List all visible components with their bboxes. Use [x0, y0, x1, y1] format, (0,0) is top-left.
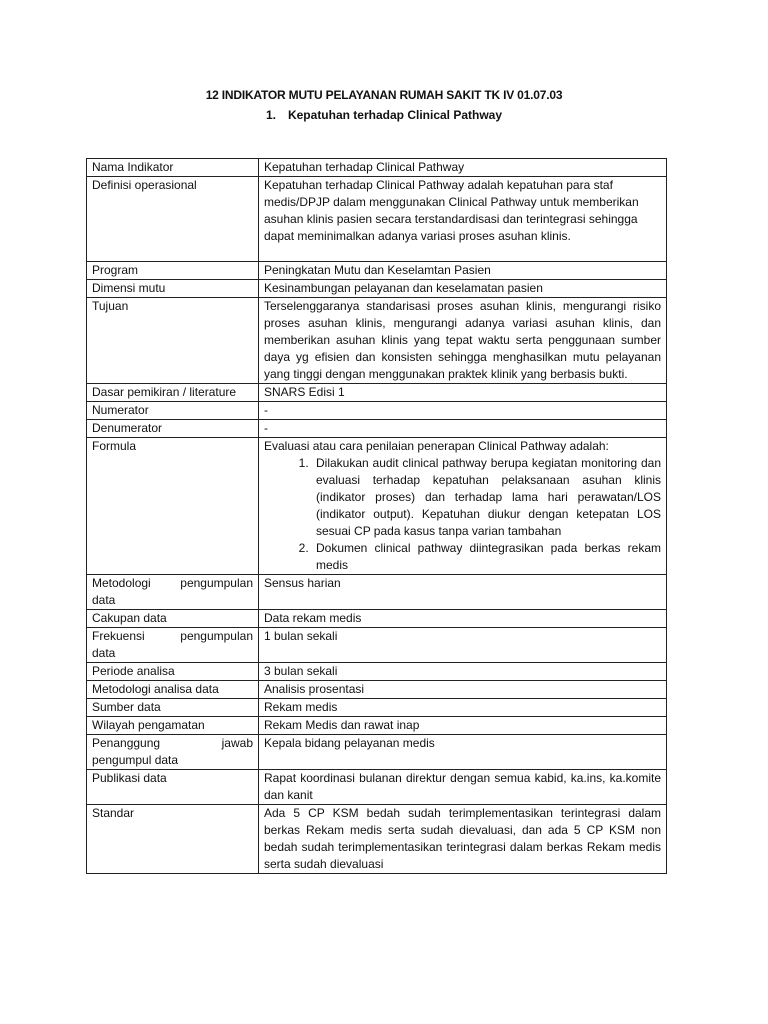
label-part: pengumpul data — [92, 753, 179, 767]
table-row — [87, 735, 667, 770]
row-value: Rekam medis — [259, 699, 667, 717]
row-label: Dimensi mutu — [87, 280, 259, 298]
row-label: Periode analisa — [87, 663, 259, 681]
table-row — [87, 770, 667, 805]
table-row — [87, 298, 667, 384]
row-label: Publikasi data — [87, 770, 259, 805]
row-label — [87, 628, 259, 663]
row-label: Nama Indikator — [87, 159, 259, 177]
label-part: data — [92, 593, 116, 607]
row-value: Kepatuhan terhadap Clinical Pathway adalah kepatuhan para staf medis/DPJP dalam menggunakan Clinical Pathway untuk memberikan asuhan klinis pasien secara terstandardisasi dan terintegrasi sehingga dapat meminimalkan adanya variasi proses asuhan klinis. — [259, 177, 667, 262]
table-row — [87, 699, 667, 717]
label-part: Frekuensi — [92, 629, 145, 643]
row-value: SNARS Edisi 1 — [259, 384, 667, 402]
row-value: Kesinambungan pelayanan dan keselamatan pasien — [259, 280, 667, 298]
row-value: Data rekam medis — [259, 610, 667, 628]
row-value: Analisis prosentasi — [259, 681, 667, 699]
label-part: pengumpulan — [180, 576, 253, 590]
label-part: pengumpulan — [180, 629, 253, 643]
label-part: Metodologi — [92, 576, 151, 590]
list-item: 1. Dilakukan audit clinical pathway berupa kegiatan monitoring dan evaluasi terhadap kepatuhan pelaksanaan asuhan klinis (indikator proses) dan terhadap lama hari perawatan/LOS (indikator output). Kepatuhan diukur dengan ketepatan LOS sesuai CP pada kasus tanpa varian tambahan — [312, 455, 661, 540]
row-value: Terselenggaranya standarisasi proses asuhan klinis, mengurangi risiko proses asuhan klinis, mengurangi adanya variasi asuhan klinis, dan memberikan asuhan klinis yang tepat waktu serta penggunaan sumber daya yg efisien dan konsisten sehingga menghasilkan mutu pelayanan yang tinggi dengan menggunakan praktek klinik yang berbasis bukti. — [259, 298, 667, 384]
table-row — [87, 575, 667, 610]
row-value: 1 bulan sekali — [259, 628, 667, 663]
table-row — [87, 610, 667, 628]
table-row — [87, 177, 667, 262]
label-part: jawab — [221, 736, 253, 750]
table-row — [87, 262, 667, 280]
row-label: Wilayah pengamatan — [87, 717, 259, 735]
row-label: Cakupan data — [87, 610, 259, 628]
table-row — [87, 663, 667, 681]
row-label: Sumber data — [87, 699, 259, 717]
row-value: Kepatuhan terhadap Clinical Pathway — [259, 159, 667, 177]
formula-steps — [264, 455, 661, 574]
table-row — [87, 717, 667, 735]
row-value: - — [259, 402, 667, 420]
row-label: Denumerator — [87, 420, 259, 438]
row-label: Standar — [87, 805, 259, 874]
row-label: Numerator — [87, 402, 259, 420]
row-value — [259, 438, 667, 575]
list-item: 2. Dokumen clinical pathway diintegrasikan pada berkas rekam medis — [312, 540, 661, 574]
table-row — [87, 438, 667, 575]
subtitle-number: 1. — [265, 108, 276, 122]
label-part: Penanggung — [92, 736, 161, 750]
indicator-table — [86, 158, 667, 874]
table-row — [87, 159, 667, 177]
document-title: 12 INDIKATOR MUTU PELAYANAN RUMAH SAKIT TK IV 01.07.03 — [205, 88, 563, 102]
row-label: Formula — [87, 438, 259, 575]
row-value: Rekam Medis dan rawat inap — [259, 717, 667, 735]
row-label: Program — [87, 262, 259, 280]
table-row — [87, 628, 667, 663]
row-value: Peningkatan Mutu dan Keselamtan Pasien — [259, 262, 667, 280]
row-label — [87, 575, 259, 610]
row-label: Tujuan — [87, 298, 259, 384]
row-label: Dasar pemikiran / literature — [87, 384, 259, 402]
row-value: 3 bulan sekali — [259, 663, 667, 681]
row-value: Rapat koordinasi bulanan direktur dengan semua kabid, ka.ins, ka.komite dan kanit — [259, 770, 667, 805]
row-label: Metodologi analisa data — [87, 681, 259, 699]
row-value: Sensus harian — [259, 575, 667, 610]
table-row — [87, 280, 667, 298]
table-row — [87, 681, 667, 699]
table-row — [87, 402, 667, 420]
row-label — [87, 735, 259, 770]
row-value: - — [259, 420, 667, 438]
label-part: data — [92, 646, 116, 660]
table-row — [87, 420, 667, 438]
subtitle-text: Kepatuhan terhadap Clinical Pathway — [287, 108, 503, 122]
row-value: Ada 5 CP KSM bedah sudah terimplementasikan terintegrasi dalam berkas Rekam medis serta sudah dievaluasi, dan ada 5 CP KSM non bedah sudah terimplementasikan terintegrasi dalam berkas Rekam medis serta sudah dievaluasi — [259, 805, 667, 874]
table-row — [87, 805, 667, 874]
row-label: Definisi operasional — [87, 177, 259, 262]
indicator-subtitle — [0, 108, 768, 122]
table-row — [87, 384, 667, 402]
formula-intro: Evaluasi atau cara penilaian penerapan Clinical Pathway adalah: — [264, 439, 609, 453]
row-value: Kepala bidang pelayanan medis — [259, 735, 667, 770]
